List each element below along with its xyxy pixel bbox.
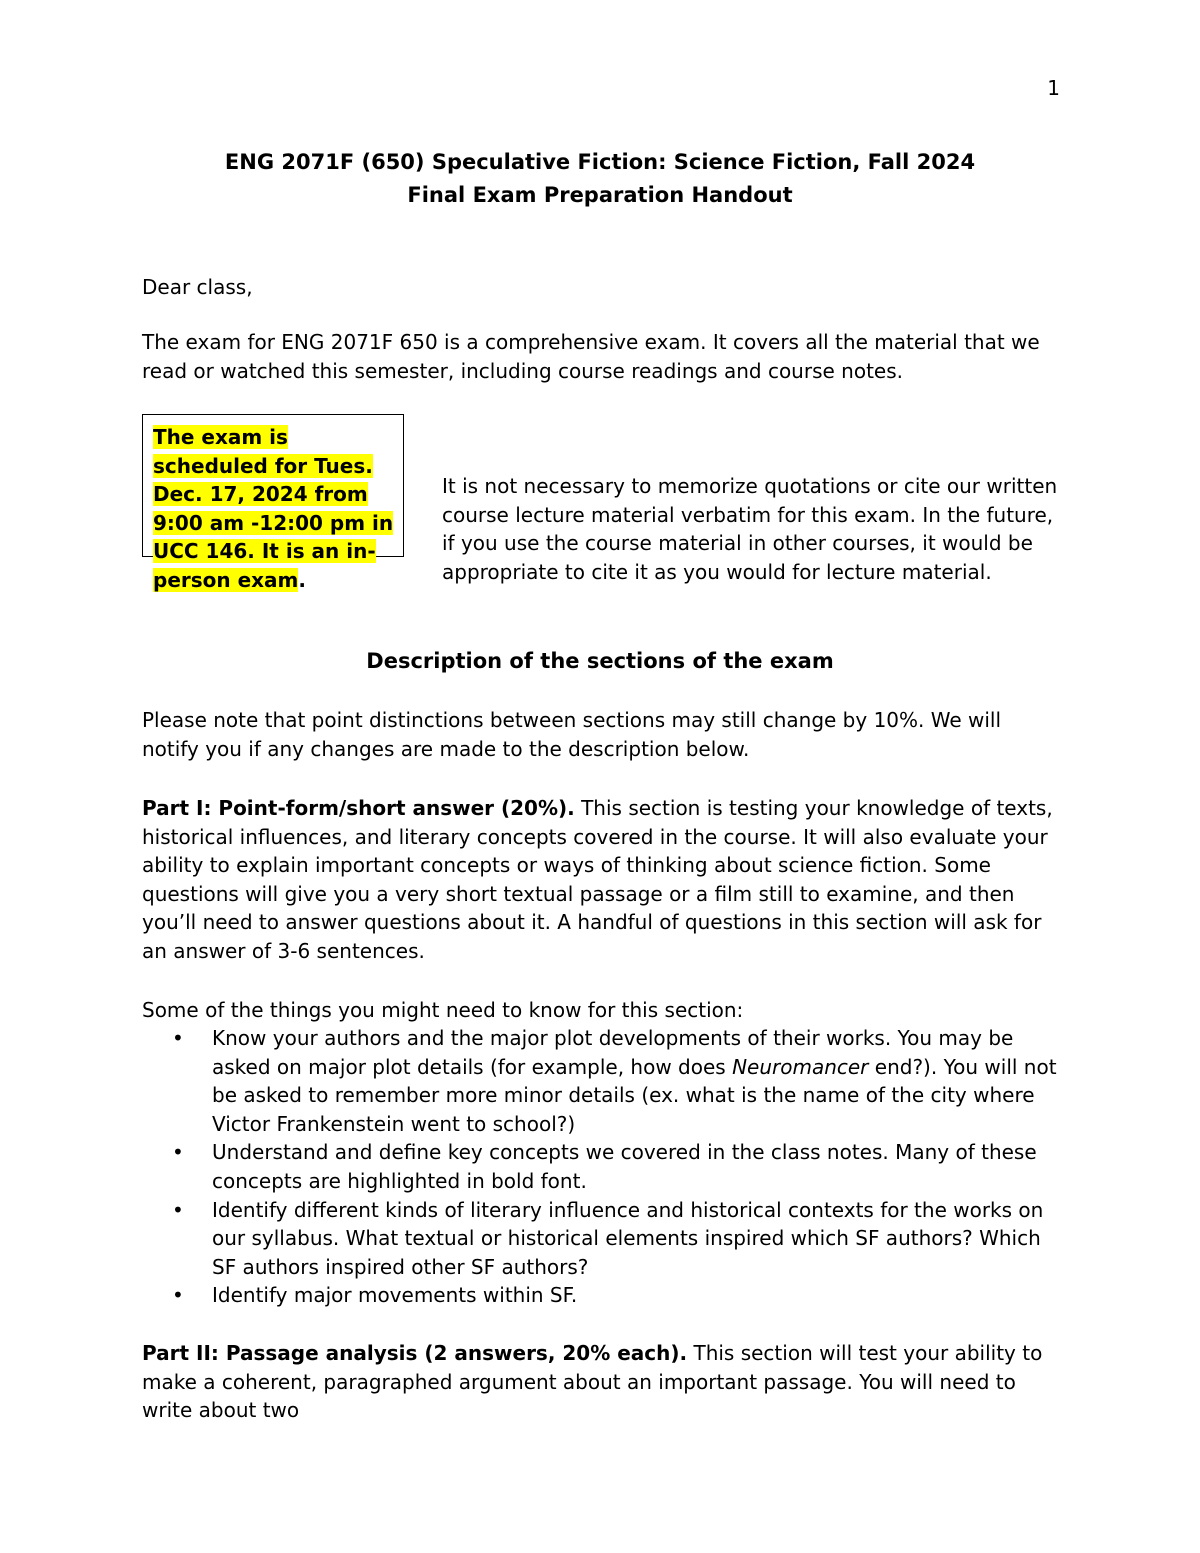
list-item-text: Identify major movements within SF. bbox=[212, 1283, 578, 1308]
part2-heading: Part II: Passage analysis (2 answers, 20% each). bbox=[142, 1341, 688, 1365]
intro-paragraph: The exam for ENG 2071F 650 is a comprehensive exam. It covers all the material that we read or watched this semester, including course readings and course notes. bbox=[142, 330, 1040, 383]
knowledge-list bbox=[160, 1024, 1060, 1310]
list-item-text: Identify different kinds of literary influence and historical contexts for the works on our syllabus. What textual or historical elements inspired which SF authors? Which SF authors inspired other SF authors? bbox=[212, 1197, 1044, 1279]
part1-heading: Part I: Point-form/short answer (20%). bbox=[142, 796, 575, 820]
section-heading: Description of the sections of the exam bbox=[366, 649, 834, 673]
bullet-icon: • bbox=[172, 1140, 184, 1165]
greeting: Dear class, bbox=[142, 275, 253, 299]
page-number: 1 bbox=[1047, 76, 1060, 100]
exam-schedule-callout bbox=[142, 414, 404, 592]
notice-paragraph: Please note that point distinctions between sections may still change by 10%. We will notify you if any changes are made to the description below. bbox=[142, 708, 1002, 761]
list-item-text: Understand and define key concepts we covered in the class notes. Many of these concepts are highlighted in bold font. bbox=[212, 1140, 1037, 1193]
list-item bbox=[160, 1024, 1060, 1138]
part1-body: This section is testing your knowledge of texts, historical influences, and literary concepts covered in the course. It will also evaluate your ability to explain important concepts or ways of thinking about science fiction. Some questions will give you a very short textual passage or a film still to examine, and then you’ll need to answer questions about it. A handful of questions in this section will ask for an answer of 3-6 sentences. bbox=[142, 796, 1053, 963]
list-item bbox=[160, 1138, 1060, 1195]
title-course-line: ENG 2071F (650) Speculative Fiction: Science Fiction, Fall 2024 bbox=[224, 150, 976, 174]
list-item-text: end?). You will not be asked to remember more minor details (ex. what is the name of the city where Victor Frankenstein went to school?) bbox=[212, 1054, 1057, 1136]
part2-body: This section will test your ability to make a coherent, paragraphed argument about an important passage. You will need to write about two bbox=[142, 1341, 1043, 1423]
part2-paragraph bbox=[142, 1339, 1062, 1425]
bullet-icon: • bbox=[172, 1197, 184, 1222]
title-handout-line: Final Exam Preparation Handout bbox=[407, 183, 793, 207]
list-item bbox=[160, 1281, 1060, 1310]
bullet-icon: • bbox=[172, 1026, 184, 1050]
document-title bbox=[0, 146, 1200, 212]
book-title: Neuromancer bbox=[732, 1054, 869, 1079]
bullet-icon: • bbox=[172, 1283, 184, 1308]
exam-schedule-period: . bbox=[298, 567, 306, 592]
citation-note: It is not necessary to memorize quotations or cite our written course lecture material verbatim for this exam. In the future, if you use the course material in other courses, it would be appropriate to cite it as you would for lecture material. bbox=[442, 474, 1058, 584]
exam-schedule-text: The exam is scheduled for Tues. Dec. 17, 2024 from 9:00 am -12:00 pm in UCC 146. It is an in-person exam bbox=[153, 425, 394, 592]
list-item-text: Know your authors and the major plot developments of their works. You may be asked on major plot details (for example, how does bbox=[212, 1026, 1014, 1079]
list-intro: Some of the things you might need to know for this section: bbox=[142, 998, 744, 1022]
list-item bbox=[160, 1196, 1060, 1282]
part1-paragraph bbox=[142, 794, 1062, 966]
